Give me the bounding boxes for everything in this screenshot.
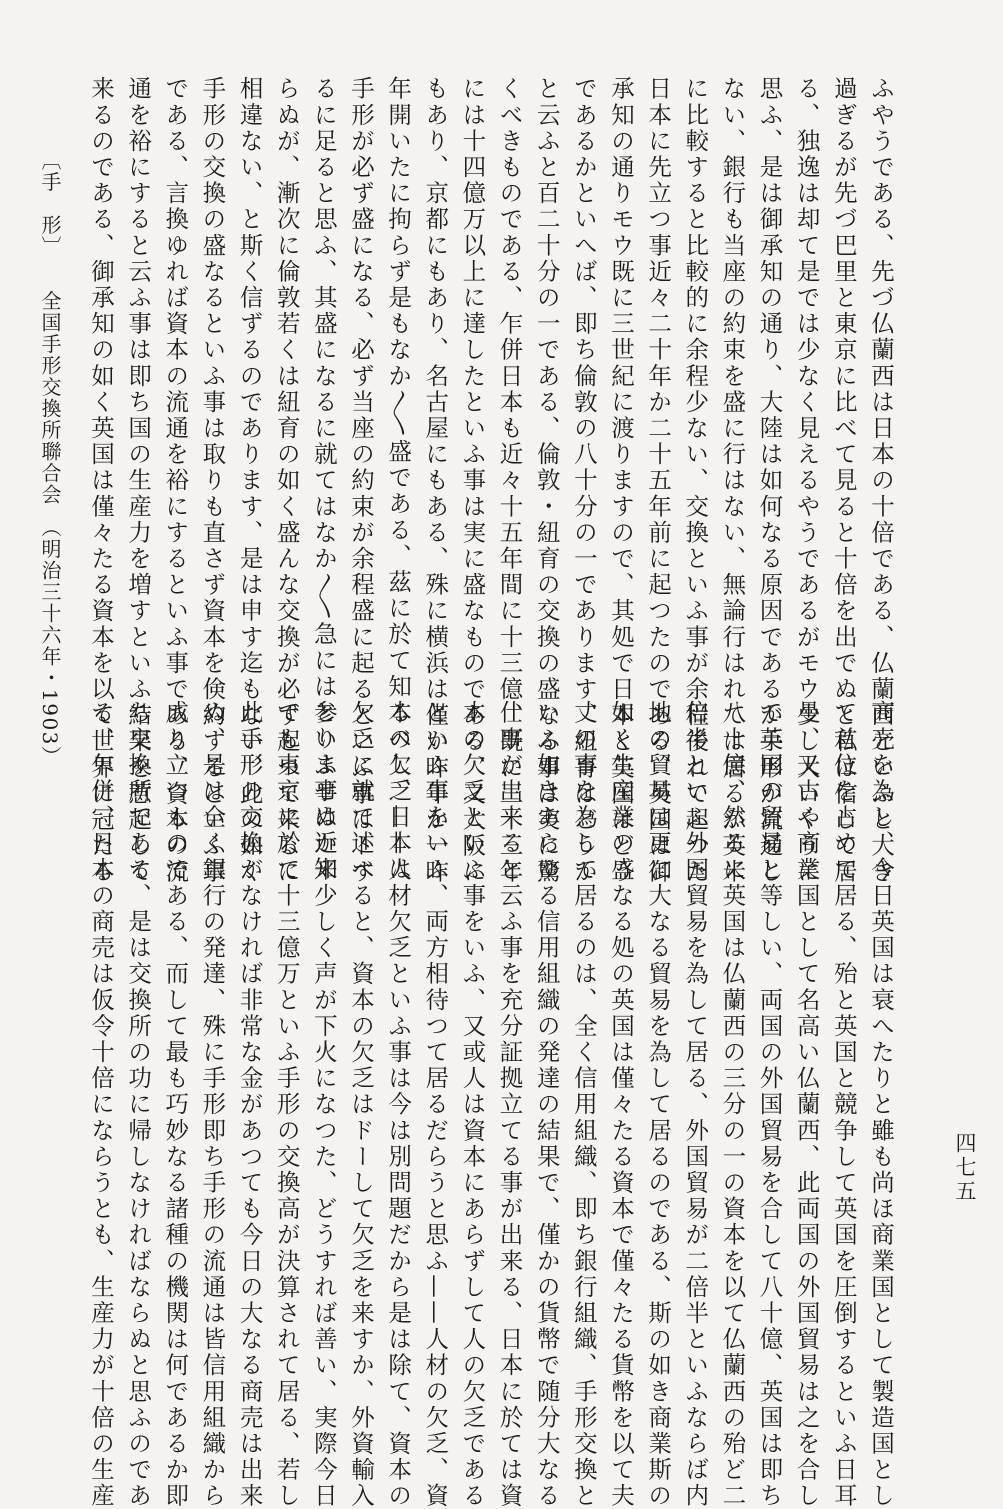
text-column: であるかといへば、即ち倫敦の八十分の一であります、紐育はどうか	[569, 76, 598, 886]
text-column: 成り立つものである、而して最も巧妙なる諸種の機関は何であるか即	[161, 700, 190, 1509]
text-column: である、言換ゆれば資本の流通を裕にするといふ事である、資本の流	[161, 76, 190, 886]
text-column: いふ如きあらゆる信用組織の発達の結果で、僅かの貨幣で随分大なる	[532, 700, 561, 1509]
text-column: で英国の貿易と等しい、両国の外国貿易を合して八十億、英国は即ち	[755, 700, 784, 1509]
text-column: 来るのである、御承知の如く英国は僅々たる資本を以て世界に冠たる	[87, 76, 115, 886]
text-column: 欠乏に就て述べると、資本の欠乏はドーして欠乏を来すか、外資輸入	[346, 700, 375, 1509]
source-reference: 〔手 形〕 全国手形交換所聯合会 （明治三十六年・1903）	[38, 150, 62, 768]
text-column: 仕事が出来ると云ふ事を充分証拠立てる事が出来る、日本に於ては資	[495, 700, 524, 1509]
text-column: 日本に先立つ事近々二十年か二十五年前に起つたのである、英国は御	[644, 76, 673, 886]
text-column: 丈の事を為して居るのは、全く信用組織、即ち銀行組織、手形交換と	[569, 700, 598, 1509]
text-column: 通を裕にすると云ふ事は即ち国の生産力を増すといふ結果を惹起して	[124, 76, 153, 886]
text-column: と云ふと百二十分の一である、倫敦・紐育の交換の盛なる事は実に驚	[532, 76, 561, 886]
text-column: ふやうである、先づ仏蘭西は日本の十倍である、仏蘭西といふと大き	[866, 76, 895, 886]
lower-text-block	[82, 700, 895, 1509]
text-column: ない、銀行も当座の約束を盛に行はない、無論行はれては居るが英米	[718, 76, 747, 886]
text-column: る、独逸は却て是では少なく見えるやうであるがモウ少し大いやうに	[792, 76, 821, 886]
text-column: るに足ると思ふ、其盛になるに就てはなか〳〵急には参りませぬか知	[309, 76, 338, 883]
text-column: 相違ない、と斯く信ずるのであります、是は申す迄もない、此の如く	[235, 76, 264, 886]
text-column: といふ事をいふ、両方相待つて居るだらうと思ふ——人材の欠乏、資	[421, 700, 450, 1509]
text-column: 手形が必ず盛になる、必ず当座の約束が余程盛に起るといふ事はトす	[346, 76, 375, 886]
text-column: 如く生産業の盛なる処の英国は僅々たる資本で僅々たる貨幣を以て夫	[606, 700, 635, 1509]
text-column: 本の欠乏——人材欠乏といふ事は今は別問題だから是は除て、資本の	[384, 700, 413, 1509]
text-column: もあり、京都にもあり、名古屋にもある、殊に横浜は僅か昨年か一昨	[421, 76, 450, 886]
text-column: でも東京に於て十三億万といふ手形の交換高が決算されて居る、若し	[272, 700, 301, 1509]
text-column: 此手形の交換がなければ非常な金があつても今日の大なる商売は出来	[235, 700, 264, 1509]
page-number: 四七五	[953, 1132, 977, 1204]
text-column: 手形の交換の盛なるといふ事は取りも直さず資本を倹約するといふ事	[198, 76, 227, 886]
text-column: 地の貿易は更に大なる貿易を為して居るのである、斯の如き商業斯の	[644, 700, 673, 1509]
text-column: には十四億万以上に達したといふ事は実に盛なものである、又大阪に	[458, 76, 487, 886]
text-column: ち交換所である、是は交換所の功に帰しなければならぬと思ふのであ	[124, 700, 153, 1509]
text-column: らぬが、漸次に倫敦若くは紐育の如く盛んな交換が必ず起つて来るに	[272, 76, 301, 886]
text-column: 曼、又古く商業国として名高い仏蘭西、此両国の外国貿易は之を合し	[792, 700, 821, 1509]
text-column: といふ事は近来少しく声が下火になつた、どうすれば善い、実際今日	[309, 700, 338, 1509]
upper-text-block	[82, 76, 895, 886]
text-column: 倍半といふ外国貿易を為して居る、外国貿易が二倍半といふならば内	[681, 700, 710, 1509]
text-column: 八十億、然るに英国は仏蘭西の三分の一の資本を以て仏蘭西の殆ど二	[718, 700, 747, 1509]
text-column: て首位を占めて居る、殆と英国と競争して英国を圧倒するといふ日耳	[829, 700, 858, 1509]
text-column: 思ふ、是は御承知の通り、大陸は如何なる原因であるか手形が流通し	[755, 76, 784, 886]
text-column: に比較すると比較的に余程少ない、交換といふ事が余程後れて起つた	[681, 76, 710, 886]
text-column: 商売を為し、今日英国は衰へたりと雖も尚ほ商業国として製造国とし	[866, 700, 895, 1509]
text-column: くべきものである、乍併日本も近々十五年間に十三億、既に三十三年	[495, 76, 524, 886]
text-column: 年開いたに拘らず是もなか〳〵盛である、茲に於て知るべし、日本は	[384, 76, 413, 883]
text-column: 過ぎるが先づ巴里と東京に比べて見ると十倍を出でぬと私は信じて居	[829, 76, 858, 886]
text-column: る、乍併、日本の商売は仮令十倍にならうとも、生産力が十倍の生産	[87, 700, 115, 1509]
text-column: 本の欠乏といふ事をいふ、又或人は資本にあらずして人の欠乏である	[458, 700, 487, 1509]
text-column: 承知の通りモウ既に三世紀に渡りますので、其処で日本と英国はどう	[606, 76, 635, 886]
text-column: ぬ、是は全く銀行の発達、殊に手形即ち手形の流通は皆信用組織から	[198, 700, 227, 1509]
